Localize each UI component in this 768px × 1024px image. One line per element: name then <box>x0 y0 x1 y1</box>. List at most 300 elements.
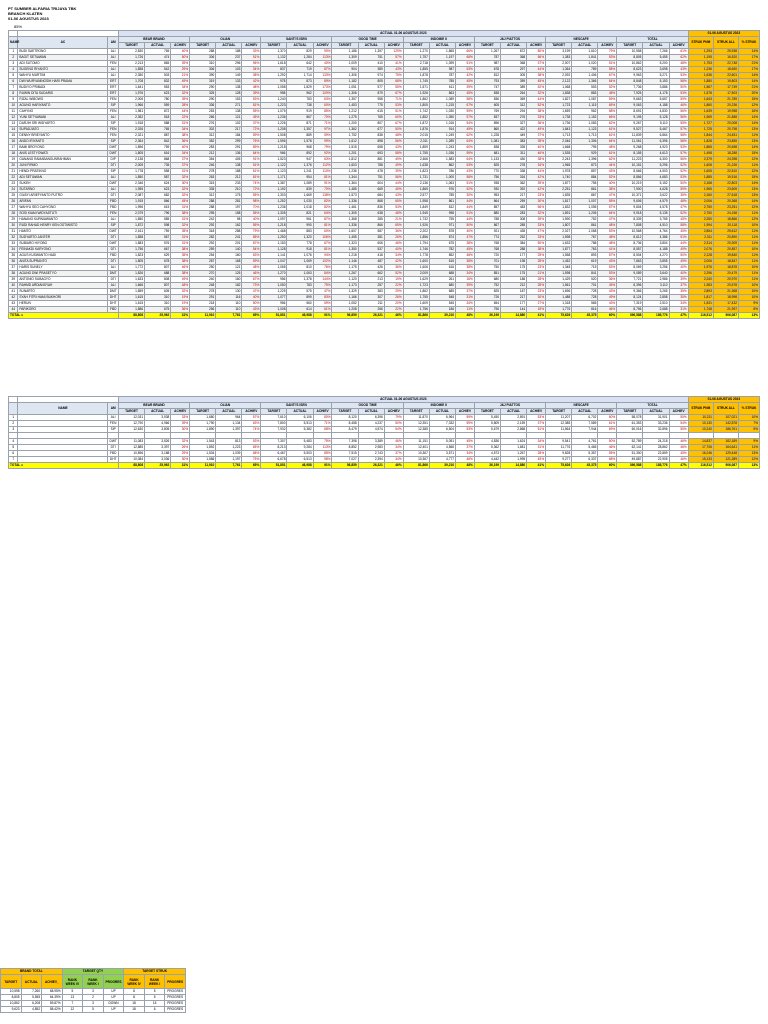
value-cell: 87% <box>313 217 332 223</box>
value-cell: 10,211 <box>688 415 713 421</box>
value-cell: 624 <box>145 181 171 187</box>
value-cell: 867 <box>287 115 313 121</box>
value-cell: 987 <box>429 67 455 73</box>
value-cell: 8,396 <box>617 283 643 289</box>
value-cell: 1,320 <box>287 235 313 241</box>
ac-name: ANITA SUPRANTO <box>18 259 108 265</box>
rank-cell: DOWN <box>103 1001 124 1007</box>
value-cell: 46% <box>669 445 688 451</box>
value-cell: 40% <box>242 217 261 223</box>
value-cell: 752 <box>474 283 500 289</box>
value-cell: 67% <box>456 103 475 109</box>
value-cell: 2,688 <box>643 307 669 313</box>
value-cell: 79% <box>242 229 261 235</box>
row-number: 2 <box>9 421 18 427</box>
value-cell: 1,055 <box>572 205 598 211</box>
value-cell: 2,128 <box>688 253 713 259</box>
value-cell: 22,859 <box>643 451 669 457</box>
value-cell: 768 <box>474 241 500 247</box>
value-cell: 1,534 <box>190 451 216 457</box>
value-cell: 21% <box>384 217 403 223</box>
value-cell: 3,265 <box>643 289 669 295</box>
value-cell: 1,578 <box>688 91 713 97</box>
total-value: 7,761 <box>216 313 242 319</box>
ac-name: SOSI KIAMI WIDYASTUTI <box>18 211 108 217</box>
value-cell: 197 <box>216 205 242 211</box>
value-cell: 1,133 <box>474 157 500 163</box>
value-cell: 5,455 <box>643 55 669 61</box>
value-cell: 1,742 <box>403 109 429 115</box>
am-code: DTI <box>108 259 118 265</box>
value-cell: 359 <box>501 79 527 85</box>
value-cell: 2,986 <box>643 277 669 283</box>
value-cell: 715 <box>572 265 598 271</box>
value-cell: 868 <box>145 157 171 163</box>
value-cell: 1,877 <box>546 181 572 187</box>
value-cell: 91% <box>242 157 261 163</box>
value-cell: 70% <box>313 115 332 121</box>
value-cell: 1,063 <box>287 271 313 277</box>
value-cell: 26% <box>384 295 403 301</box>
value-cell: 110% <box>313 169 332 175</box>
value-cell: 49% <box>171 277 190 283</box>
value-cell: 1,250 <box>261 235 287 241</box>
struk-sub-header: STRUK ALL <box>713 37 738 49</box>
value-cell: 8,866 <box>617 175 643 181</box>
value-cell: 759 <box>145 145 171 151</box>
value-cell: 2,311 <box>688 235 713 241</box>
value-cell: 57% <box>598 205 617 211</box>
value-cell: 213 <box>358 277 384 283</box>
value-cell: 4,578 <box>643 205 669 211</box>
value-cell: 2,868 <box>501 427 527 433</box>
value-cell: 1,892 <box>190 445 216 451</box>
value-cell: 27,618 <box>713 193 738 199</box>
total-value: 88,808 <box>118 463 144 469</box>
total-label: TOTAL = <box>9 463 119 469</box>
value-cell: 1,583 <box>429 157 455 163</box>
value-cell: 956 <box>261 301 287 307</box>
value-cell: 1,844 <box>688 133 713 139</box>
value-cell: 786 <box>429 169 455 175</box>
value-cell: 10,130 <box>688 421 713 427</box>
value-cell: 1,838 <box>546 91 572 97</box>
value-cell: 961 <box>287 217 313 223</box>
value-cell: 2,240 <box>688 277 713 283</box>
value-cell: 2,076 <box>688 247 713 253</box>
value-cell: 11,870 <box>403 415 429 421</box>
value-cell: 1,607 <box>332 229 358 235</box>
value-cell: 4,579 <box>643 199 669 205</box>
value-cell: 74% <box>242 181 261 187</box>
value-cell: 46% <box>669 103 688 109</box>
value-cell: 978 <box>261 79 287 85</box>
value-cell: 383 <box>358 289 384 295</box>
value-cell: 36% <box>527 121 546 127</box>
value-cell: 755 <box>429 217 455 223</box>
value-cell: 52% <box>669 169 688 175</box>
value-cell: 237 <box>216 55 242 61</box>
total-value: 41% <box>527 313 546 319</box>
value-cell: 2,087 <box>118 193 144 199</box>
value-cell: 29% <box>171 451 190 457</box>
value-cell: 40% <box>171 49 190 55</box>
group-header: BEAR BRAND <box>118 37 189 43</box>
value-cell: 11% <box>456 307 475 313</box>
value-cell: 9,268 <box>617 145 643 151</box>
value-cell: 14% <box>738 121 759 127</box>
value-cell: 37% <box>527 61 546 67</box>
rank-cell: UP <box>103 1007 124 1013</box>
row-number: 7 <box>9 85 18 91</box>
value-cell: 1,182 <box>332 79 358 85</box>
value-cell: 64% <box>598 211 617 217</box>
value-cell: 914 <box>429 127 455 133</box>
value-cell: 19,840 <box>713 253 738 259</box>
value-cell: 20,970 <box>713 277 738 283</box>
am-code: SIP <box>108 427 118 433</box>
rank-cell: 3 <box>83 989 104 995</box>
value-cell: 9,284 <box>287 445 313 451</box>
value-cell: 956 <box>261 277 287 283</box>
value-cell: 287 <box>190 259 216 265</box>
value-cell: 12% <box>738 205 759 211</box>
value-cell: 1,778 <box>403 253 429 259</box>
value-cell: 1,069 <box>287 259 313 265</box>
value-cell: 110 <box>216 307 242 313</box>
value-cell: 20,890 <box>713 235 738 241</box>
value-cell: 47% <box>313 289 332 295</box>
value-cell: 1,778 <box>118 169 144 175</box>
value-cell: 1,827 <box>546 97 572 103</box>
value-cell: 6,964 <box>429 415 455 421</box>
value-cell: 1,218 <box>261 145 287 151</box>
total-value: 91% <box>313 463 332 469</box>
total-value: 56,859 <box>332 463 358 469</box>
value-cell: 6,513 <box>287 457 313 463</box>
value-cell: 8,504 <box>617 253 643 259</box>
value-cell: 41% <box>598 247 617 253</box>
value-cell: 39% <box>171 421 190 427</box>
value-cell: 43% <box>456 169 475 175</box>
value-cell: 1,267 <box>501 451 527 457</box>
value-cell: 34% <box>171 85 190 91</box>
value-cell: 381 <box>358 235 384 241</box>
value-cell: 1,208 <box>332 307 358 313</box>
value-cell: 1,756 <box>118 247 144 253</box>
value-cell: 107,021 <box>713 415 738 421</box>
value-cell: 61% <box>669 49 688 55</box>
value-cell: 42% <box>527 187 546 193</box>
rank-cell: 5 <box>62 989 83 995</box>
am-code: DWT <box>109 241 117 245</box>
sub-header: ACHIEV <box>384 409 403 415</box>
value-cell: 1,200 <box>332 121 358 127</box>
value-cell: 20,236 <box>713 103 738 109</box>
ac-name: BAGIT SETIAWAN <box>18 55 108 61</box>
value-cell: 1,083 <box>572 121 598 127</box>
value-cell: 7,863 <box>617 259 643 265</box>
value-cell: 33% <box>527 235 546 241</box>
value-cell: 8% <box>738 307 759 313</box>
total-value: 46,988 <box>287 313 313 319</box>
sub-header: ACTUAL <box>358 43 384 49</box>
value-cell: 1,714 <box>287 73 313 79</box>
value-cell: 1,732 <box>403 217 429 223</box>
value-cell: 60% <box>313 103 332 109</box>
value-cell: 65% <box>384 223 403 229</box>
value-cell: 113% <box>313 55 332 61</box>
value-cell: 1,122 <box>261 163 287 169</box>
value-cell: 50% <box>384 421 403 427</box>
am-code: DWT <box>109 181 117 185</box>
row-number: 15 <box>9 133 18 139</box>
value-cell: 767 <box>572 235 598 241</box>
sub-header: TARGET <box>617 409 643 415</box>
value-cell: 7,721 <box>617 277 643 283</box>
value-cell: 2,321 <box>118 133 144 139</box>
rank-cell: UP <box>103 989 124 995</box>
value-cell: 125 <box>216 271 242 277</box>
value-cell: 1,397 <box>358 49 384 55</box>
value-cell: 2,891 <box>501 415 527 421</box>
value-cell: 49% <box>384 163 403 169</box>
sub-header: TARGET <box>190 409 216 415</box>
value-cell: 42% <box>456 73 475 79</box>
value-cell: 33% <box>171 415 190 421</box>
value-cell: 2,007 <box>546 61 572 67</box>
sub-header: TARGET <box>261 43 287 49</box>
value-cell: 751 <box>358 55 384 61</box>
value-cell: 1,303 <box>261 193 287 199</box>
value-cell: 18,847 <box>713 259 738 265</box>
row-number: 7 <box>9 457 18 463</box>
value-cell: 61% <box>598 127 617 133</box>
value-cell: 1,817 <box>688 295 713 301</box>
branch-name: BRANCH KLATEN <box>8 11 43 16</box>
value-cell: 3,110 <box>643 283 669 289</box>
value-cell: 40% <box>384 247 403 253</box>
value-cell: 1,850 <box>118 175 144 181</box>
value-cell: 177 <box>501 301 527 307</box>
value-cell: 616 <box>145 151 171 157</box>
value-cell: 71% <box>313 421 332 427</box>
value-cell: 4,777 <box>429 457 455 463</box>
value-cell: 325 <box>190 91 216 97</box>
actual-period-title: ACTUAL 01-06 AGUSTUS 2023 <box>118 31 688 37</box>
rank-sub-header: RANK WEEK I <box>83 975 104 989</box>
value-cell: 138 <box>216 109 242 115</box>
value-cell: 27% <box>527 301 546 307</box>
value-cell: 1,681 <box>501 445 527 451</box>
value-cell: 12,790 <box>118 421 144 427</box>
value-cell: 70% <box>242 205 261 211</box>
value-cell: 58% <box>598 109 617 115</box>
ac-name: YUNI SETYAWANI <box>18 115 108 121</box>
value-cell: 51% <box>384 109 403 115</box>
value-cell: 1,859 <box>118 289 144 295</box>
value-cell: 654 <box>474 301 500 307</box>
value-cell: 13% <box>738 127 759 133</box>
value-cell: 47% <box>669 205 688 211</box>
value-cell: 52% <box>384 271 403 277</box>
row-number: 17 <box>9 145 18 151</box>
value-cell: 61% <box>598 421 617 427</box>
value-cell: 808 <box>145 277 171 283</box>
value-cell: 79% <box>313 145 332 151</box>
value-cell: 1,531 <box>688 301 713 307</box>
value-cell: 8,623 <box>617 67 643 73</box>
am-code: FEN <box>108 97 118 103</box>
value-cell: 34% <box>456 271 475 277</box>
value-cell: 11,083 <box>118 439 144 445</box>
value-cell: 63% <box>242 421 261 427</box>
value-cell: 747 <box>474 85 500 91</box>
value-cell: 19,516 <box>713 175 738 181</box>
value-cell: 164,641 <box>713 445 738 451</box>
value-cell: 282 <box>190 235 216 241</box>
ac-name: SUGENG RIYANTO <box>18 67 108 73</box>
value-cell: 9,541 <box>546 439 572 445</box>
value-cell: 35% <box>669 289 688 295</box>
value-cell: 1,666 <box>118 283 144 289</box>
am-code: DHT <box>109 295 117 299</box>
value-cell: 852 <box>429 253 455 259</box>
value-cell: 49,887 <box>617 457 643 463</box>
value-cell: 42% <box>384 259 403 265</box>
row-number: 10 <box>9 103 18 109</box>
value-cell: 675 <box>429 241 455 247</box>
value-cell: 17,749 <box>713 85 738 91</box>
value-cell: 36% <box>598 277 617 283</box>
value-cell: 162,189 <box>713 439 738 445</box>
value-cell: 889 <box>287 133 313 139</box>
rank-cell: 3 <box>83 1001 104 1007</box>
total-value: 45,375 <box>572 463 598 469</box>
value-cell: 851 <box>474 271 500 277</box>
value-cell: 774 <box>474 235 500 241</box>
value-cell: 865 <box>145 61 171 67</box>
value-cell: 4,566 <box>429 445 455 451</box>
value-cell: 211 <box>358 301 384 307</box>
value-cell: 297 <box>501 67 527 73</box>
value-cell: 288 <box>216 229 242 235</box>
value-cell: 1,030 <box>429 109 455 115</box>
total-value: 36,199 <box>474 313 500 319</box>
value-cell: 59% <box>456 415 475 421</box>
value-cell: 49% <box>171 79 190 85</box>
value-cell: 53% <box>598 55 617 61</box>
am-code: DTI <box>108 277 118 283</box>
value-cell: 28% <box>527 277 546 283</box>
value-cell: 43% <box>384 67 403 73</box>
value-cell: 6,396 <box>358 415 384 421</box>
value-cell: 2,046 <box>546 139 572 145</box>
value-cell: 45% <box>456 79 475 85</box>
value-cell: 1,805 <box>403 103 429 109</box>
value-cell: 32,896 <box>643 427 669 433</box>
value-cell: 29% <box>384 289 403 295</box>
value-cell: 45% <box>456 91 475 97</box>
value-cell: 96% <box>242 61 261 67</box>
value-cell: 474 <box>145 55 171 61</box>
value-cell: 37% <box>527 421 546 427</box>
value-cell: 1,740 <box>546 175 572 181</box>
value-cell: 1,738 <box>546 115 572 121</box>
value-cell: 642 <box>287 61 313 67</box>
group-header: BEAR BRAND <box>118 403 189 409</box>
value-cell: 1,205 <box>572 211 598 217</box>
value-cell: 1,226 <box>261 121 287 127</box>
value-cell: 11% <box>738 211 759 217</box>
am-code: ALI <box>108 67 118 73</box>
value-cell: 1,455 <box>332 235 358 241</box>
value-cell: 11% <box>738 445 759 451</box>
value-cell: 312 <box>501 103 527 109</box>
value-cell: 57% <box>669 151 688 157</box>
value-cell: 2,015 <box>403 133 429 139</box>
value-cell: 4,178 <box>643 91 669 97</box>
value-cell: 39% <box>456 85 475 91</box>
total-value: 48% <box>456 313 475 319</box>
value-cell: 838 <box>474 91 500 97</box>
value-cell: 1,306 <box>332 73 358 79</box>
value-cell: 99% <box>313 139 332 145</box>
value-cell: 80% <box>313 415 332 421</box>
rank-cell: 8 <box>124 989 145 995</box>
value-cell: 19% <box>171 295 190 301</box>
value-cell: 30% <box>527 199 546 205</box>
value-cell: 37% <box>456 445 475 451</box>
value-cell: 1,249 <box>429 133 455 139</box>
value-cell: 12% <box>738 103 759 109</box>
value-cell: 598 <box>145 223 171 229</box>
value-cell: 59% <box>313 301 332 307</box>
value-cell: 1,669 <box>287 193 313 199</box>
row-number: 16 <box>9 139 18 145</box>
value-cell: 6,702 <box>572 415 598 421</box>
sub-header: TARGET <box>261 409 287 415</box>
total-value: 91% <box>313 313 332 319</box>
value-cell: 638 <box>358 211 384 217</box>
value-cell: 44% <box>598 163 617 169</box>
value-cell: 308 <box>501 217 527 223</box>
value-cell: 19% <box>384 277 403 283</box>
value-cell: 3,397 <box>145 445 171 451</box>
value-cell: 30% <box>171 427 190 433</box>
value-cell: 79% <box>598 49 617 55</box>
value-cell: 31% <box>171 169 190 175</box>
value-cell: 32% <box>171 193 190 199</box>
value-cell: 604 <box>358 181 384 187</box>
value-cell: 34% <box>527 163 546 169</box>
row-number: 44 <box>9 307 18 313</box>
struk-sub-header: % STRUK <box>738 37 759 49</box>
value-cell: 52% <box>669 211 688 217</box>
value-cell: 954 <box>287 175 313 181</box>
value-cell: 1,461 <box>332 205 358 211</box>
value-cell: 3,886 <box>643 85 669 91</box>
value-cell: 1,865 <box>429 49 455 55</box>
value-cell: 1,755 <box>403 295 429 301</box>
value-cell: 5,152 <box>643 181 669 187</box>
group-header: OLIAN <box>190 37 261 43</box>
value-cell: 129% <box>384 49 403 55</box>
value-cell: 964 <box>216 415 242 421</box>
value-cell: 59% <box>456 421 475 427</box>
sub-header: ACHIEV <box>242 409 261 415</box>
am-code: FEN <box>108 109 118 115</box>
